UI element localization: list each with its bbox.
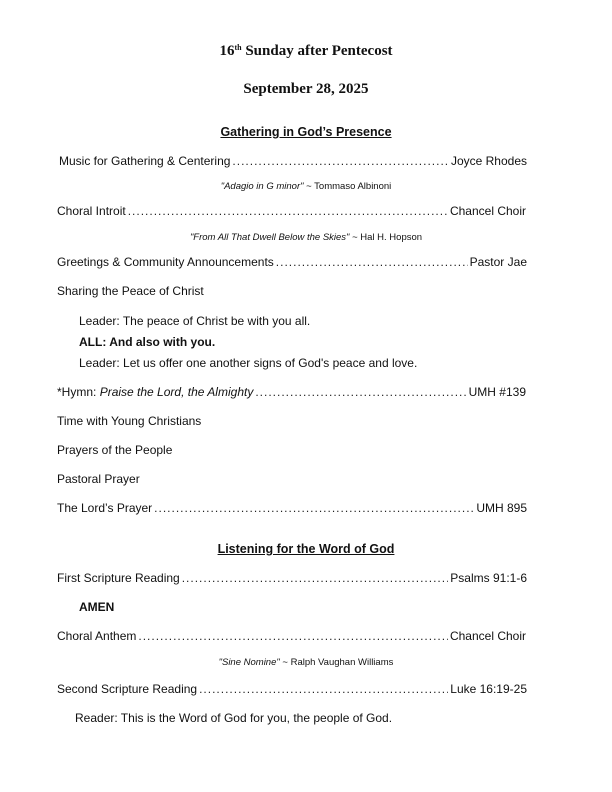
order-item-second-reading [57,682,527,698]
item-label: First Scripture Reading [57,571,180,585]
item-value: Chancel Choir [449,629,526,643]
dot-leader [199,682,448,696]
dot-leader [255,385,466,399]
item-label: Choral Anthem [57,629,137,643]
page-title [0,43,612,60]
piece-title: "Adagio in G minor" [220,181,304,192]
item-label: Second Scripture Reading [57,682,198,696]
composer: ~ Ralph Vaughan Williams [282,657,394,668]
amen-response: AMEN [79,600,115,614]
introit-note [0,232,612,243]
item-value: Chancel Choir [449,204,526,218]
order-item-greetings [57,255,527,271]
dot-leader [128,204,448,218]
item-value: Psalms 91:1-6 [450,571,527,585]
item-label: The Lord’s Prayer [57,501,153,515]
item-value: Luke 16:19-25 [450,682,527,696]
service-date: September 28, 2025 [243,81,369,97]
item-label: Greetings & Community Announcements [57,255,274,269]
item-label: Music for Gathering & Centering [59,154,231,168]
order-item-lords-prayer [57,501,527,517]
order-item-anthem [57,629,526,645]
dot-leader [276,255,468,269]
order-item-peace: Sharing the Peace of Christ [57,284,204,298]
item-label: Choral Introit [57,204,126,218]
title-number: 16 [219,43,235,59]
hymn-prefix: *Hymn: [57,385,100,399]
title-text: Sunday after Pentecost [245,43,393,59]
section-heading-gathering: Gathering in God’s Presence [220,125,392,139]
reader-line: Reader: This is the Word of God for you, the people of God. [75,711,393,725]
dot-leader [182,571,449,585]
hymn-title: Praise the Lord, the Almighty [99,385,254,399]
composer: ~ Tommaso Albinoni [306,181,392,192]
item-label [57,385,253,399]
anthem-note [0,657,612,668]
item-value: Pastor Jae [469,255,527,269]
section-heading-listening: Listening for the Word of God [217,542,395,556]
dot-leader [138,629,448,643]
order-item-pastoral-prayer: Pastoral Prayer [57,472,140,486]
order-item-prayers: Prayers of the People [57,443,173,457]
piece-title: "Sine Nomine" [218,657,280,668]
dot-leader [154,501,474,515]
leader-line-2: Leader: Let us offer one another signs of God's peace and love. [79,356,418,370]
music-note [0,181,612,192]
composer: ~ Hal H. Hopson [352,232,423,243]
order-item-music [59,154,527,170]
item-value: UMH #139 [468,385,526,399]
order-item-introit [57,204,526,220]
leader-line-1: Leader: The peace of Christ be with you all. [79,314,311,328]
order-item-first-reading [57,571,527,587]
title-ordinal: th [234,43,242,52]
item-value: UMH 895 [476,501,527,515]
order-item-young-christians: Time with Young Christians [57,414,202,428]
item-value: Joyce Rhodes [450,154,527,168]
piece-title: "From All That Dwell Below the Skies" [189,232,350,243]
dot-leader [232,154,449,168]
order-item-hymn [57,385,526,401]
congregation-response: ALL: And also with you. [79,335,216,349]
